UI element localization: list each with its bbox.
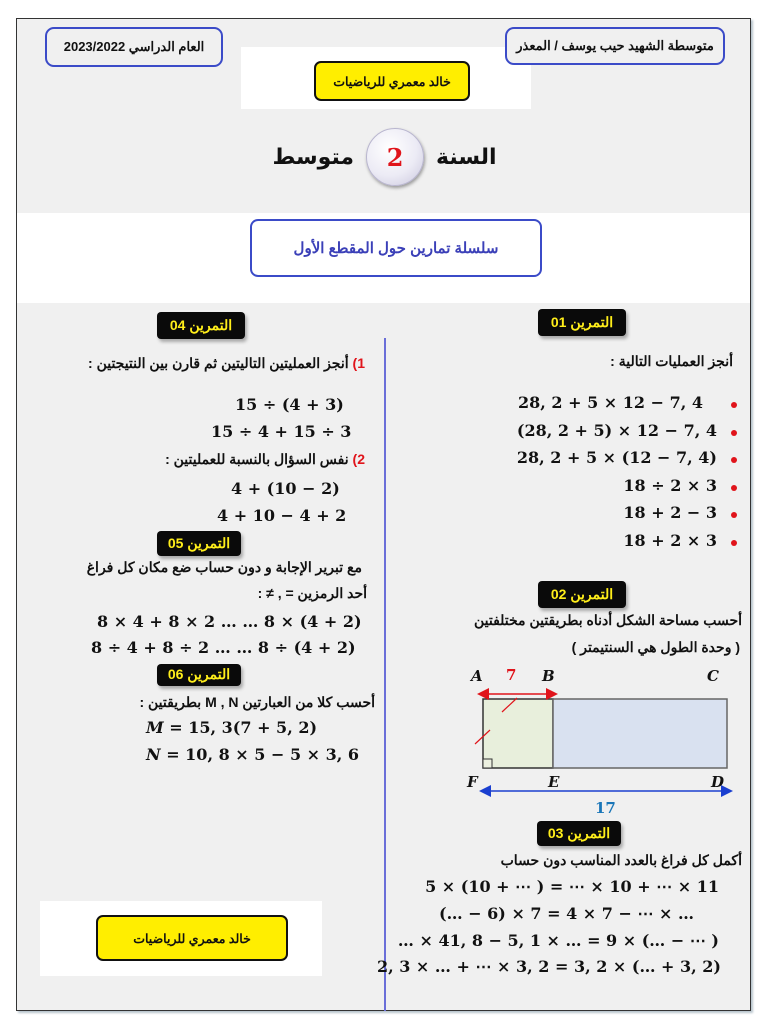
bullet-icon: [731, 512, 737, 518]
ex06-item-n: [146, 745, 359, 764]
exercise-05-badge: [157, 531, 241, 556]
ex04-q1-item-2: 15 ÷ 4 + 15 ÷ 3: [211, 422, 352, 441]
grade-level: [17, 127, 752, 187]
exercise-03-instruction: أكمل كل فراغ بالعدد المناسب دون حساب: [500, 852, 742, 868]
bullet-icon: [731, 485, 737, 491]
fd-length-label: 17: [595, 799, 616, 817]
point-a-label: A: [471, 667, 483, 685]
exercise-02-instruction: أحسب مساحة الشكل أدناه بطريقتين مختلفتين: [473, 612, 742, 628]
bullet-icon: [731, 540, 737, 546]
exercise-02-badge-label: التمرين 02: [550, 585, 614, 602]
ex03-item-3: … × 41, 8 − 5, 1 × … = 9 × (… − ⋯ ): [397, 931, 719, 950]
ex01-item-6: 18 + 2 × 3: [623, 531, 717, 550]
point-f-label: F: [467, 773, 478, 791]
ex05-instruction-line-1: مع تبرير الإجابة و دون حساب ضع مكان كل فراغ: [86, 559, 362, 575]
exercise-03-badge: [537, 821, 621, 846]
exercise-01-instruction: أنجز العمليات التالية :: [610, 353, 733, 369]
school-name-label: متوسطة الشهيد حيب يوسف / المعذر: [516, 38, 714, 53]
point-d-label: D: [711, 773, 725, 791]
grade-word-year: السنة: [436, 144, 497, 170]
exercise-04-badge: [157, 312, 245, 339]
ex05-instruction-line-2: أحد الرمزين = , ≠ :: [257, 585, 367, 601]
grade-number-circle: 2: [366, 128, 424, 186]
column-divider: [384, 338, 386, 1011]
author-badge-top: [314, 61, 470, 101]
ex06-var-m: M: [146, 718, 164, 737]
exercise-02-badge: [538, 581, 626, 608]
exercise-06-badge: [157, 664, 241, 686]
exercise-06-badge-label: التمرين 06: [167, 666, 231, 682]
author-badge-bottom: [96, 915, 288, 961]
bullet-icon: [731, 457, 737, 463]
ex01-item-2: (28, 2 + 5) × 12 − 7, 4: [516, 421, 717, 440]
ex04-q2-number: 2): [352, 451, 365, 467]
school-year-box: [45, 27, 223, 67]
ex03-item-2: (… − 6) × 7 = 4 × 7 − ⋯ × …: [439, 904, 694, 923]
exercise-05-badge-label: التمرين 05: [167, 534, 231, 551]
series-title-box: [250, 219, 542, 277]
school-name-box: [505, 27, 725, 65]
ex04-q2-item-1: 4 + (10 − 2): [231, 479, 340, 498]
ex04-q2-text: نفس السؤال بالنسبة للعمليتين :: [165, 451, 349, 467]
ex06-expr-n: = 10, 8 × 5 − 5 × 3, 6: [160, 745, 360, 764]
ex05-item-2: 8 ÷ 4 + 8 ÷ 2 … … 8 ÷ (4 + 2): [91, 638, 356, 657]
ex04-q1-item-1: 15 ÷ (4 + 3): [235, 395, 344, 414]
worksheet-page: [16, 18, 751, 1011]
school-year-label: العام الدراسي 2023/2022: [63, 39, 205, 54]
ex06-instruction: أحسب كلا من العبارتين M , N بطريقتين :: [139, 694, 375, 710]
author-badge-top-label: خالد معمري للرياضيات: [333, 74, 451, 89]
author-badge-bottom-label: خالد معمري للرياضيات: [133, 931, 251, 946]
bullet-icon: [731, 430, 737, 436]
exercise-04-badge-label: التمرين 04: [169, 316, 233, 333]
ex05-item-1: 8 × 4 + 8 × 2 … … 8 × (4 + 2): [97, 612, 362, 631]
exercise-01-badge-label: التمرين 01: [550, 313, 614, 330]
point-e-label: E: [548, 773, 560, 791]
point-b-label: B: [542, 667, 555, 685]
ex06-item-m: [146, 718, 317, 737]
point-c-label: C: [707, 667, 719, 685]
ex04-q2-item-2: 4 + 10 − 4 + 2: [217, 506, 347, 525]
ex04-q1-text: أنجز العمليتين التاليتين ثم قارن بين النتيجتين :: [88, 355, 349, 371]
ex04-question-2: [165, 451, 365, 468]
ex01-item-5: 18 + 2 − 3: [623, 503, 717, 522]
ex03-item-1: 5 × (10 + ⋯ ) = ⋯ × 10 + ⋯ × 11: [425, 877, 719, 896]
bullet-icon: [731, 402, 737, 408]
ex01-item-1: 28, 2 + 5 × 12 − 7, 4: [518, 393, 703, 412]
exercise-02-unit-note: ( وحدة الطول هي السنتيمتر ): [571, 639, 740, 655]
ab-length-label: 7: [506, 666, 517, 684]
ex04-question-1: [88, 355, 365, 372]
grade-word-middle: متوسط: [272, 144, 355, 170]
ex06-var-n: N: [146, 745, 161, 764]
ex01-item-4: 18 ÷ 2 × 3: [623, 476, 717, 495]
ex04-q1-number: 1): [352, 355, 365, 371]
ex06-expr-m: = 15, 3(7 + 5, 2): [163, 718, 318, 737]
ex03-item-4: 2, 3 × … + ⋯ × 3, 2 = 3, 2 × (… + 3, 2): [376, 957, 721, 976]
exercise-03-badge-label: التمرين 03: [547, 824, 611, 841]
exercise-01-badge: [538, 309, 626, 336]
ex01-item-3: 28, 2 + 5 × (12 − 7, 4): [516, 448, 717, 467]
series-title: سلسلة تمارين حول المقطع الأول: [293, 240, 499, 257]
